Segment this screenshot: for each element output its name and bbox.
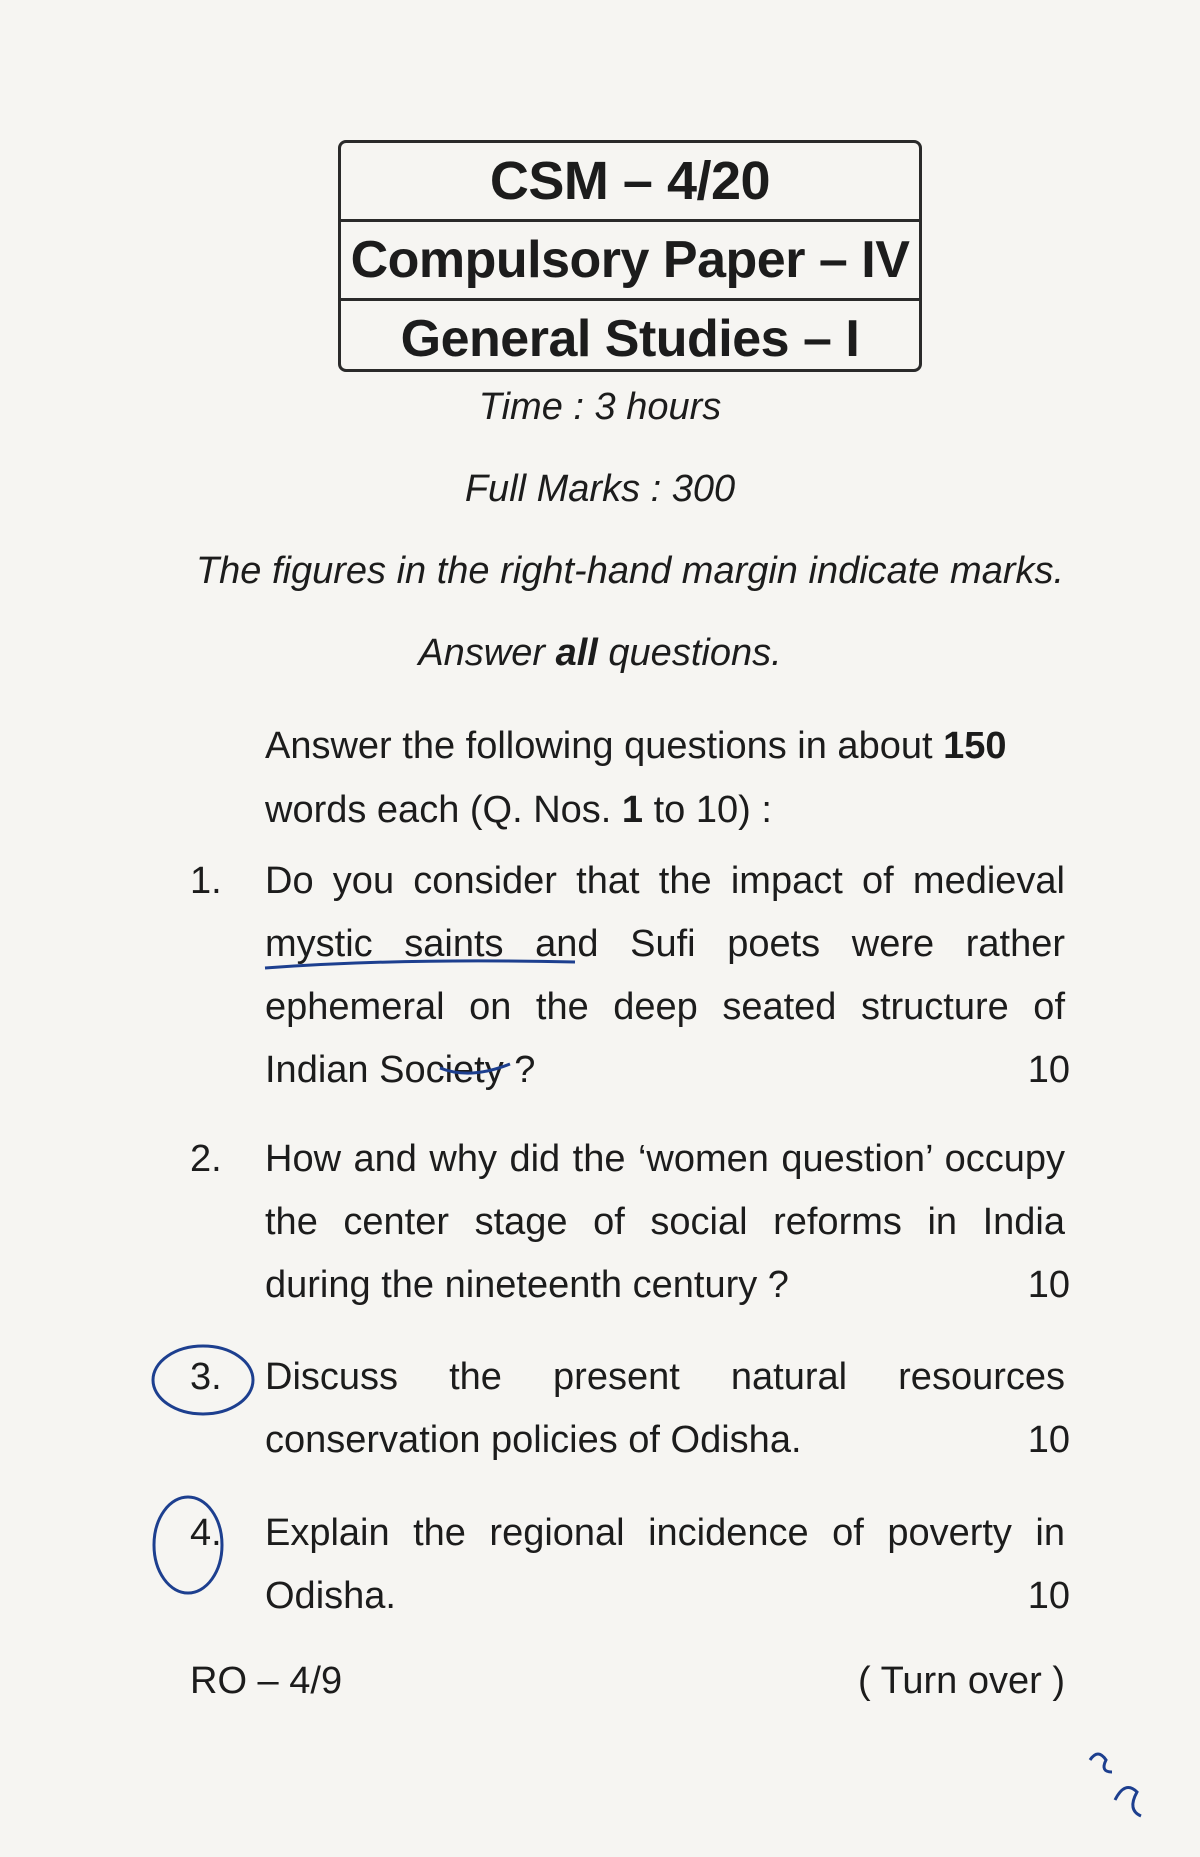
question-marks: 10 <box>1027 1419 1070 1461</box>
full-marks-line: Full Marks : 300 <box>464 468 736 510</box>
question-number: 2. <box>190 1138 222 1180</box>
question-text: How and why did the ‘women question’ occupy the center stage of social reforms in India during the nineteenth century ? <box>265 1138 1065 1306</box>
paper-name: Compulsory Paper – IV <box>341 219 919 298</box>
time-line: Time : 3 hours <box>478 386 722 428</box>
subject-name: General Studies – I <box>341 298 919 377</box>
scribble-mark <box>1115 1788 1141 1817</box>
section-instruction: Answer the following questions in about 150 words each (Q. Nos. 1 to 10) : <box>265 725 1007 831</box>
turn-over-label: ( Turn over ) <box>858 1660 1065 1702</box>
question-number: 1. <box>190 860 222 902</box>
margin-instruction: The figures in the right-hand margin indicate marks. <box>195 550 1065 592</box>
underline-mark <box>265 961 575 968</box>
footer-code: RO – 4/9 <box>190 1660 343 1702</box>
circle-mark-q4 <box>154 1497 222 1593</box>
answer-all-instruction: Answer all questions. <box>418 632 782 674</box>
question-text: Do you consider that the impact of medieval mystic saints and Sufi poets were rather ephemeral on the deep seated structure of Indian Society ? <box>265 860 1065 1091</box>
tick-mark <box>440 1064 510 1073</box>
question-text: Explain the regional incidence of poverty in Odisha. <box>265 1512 1065 1617</box>
question-number: 4. <box>190 1512 222 1554</box>
question-marks: 10 <box>1027 1049 1070 1091</box>
question-number: 3. <box>190 1356 222 1398</box>
scribble-mark <box>1090 1754 1112 1772</box>
question-marks: 10 <box>1027 1575 1070 1617</box>
paper-code: CSM – 4/20 <box>489 151 771 211</box>
question-text: Discuss the present natural resources conservation policies of Odisha. <box>265 1356 1065 1461</box>
circle-mark-q3 <box>153 1346 253 1414</box>
question-marks: 10 <box>1027 1264 1070 1306</box>
